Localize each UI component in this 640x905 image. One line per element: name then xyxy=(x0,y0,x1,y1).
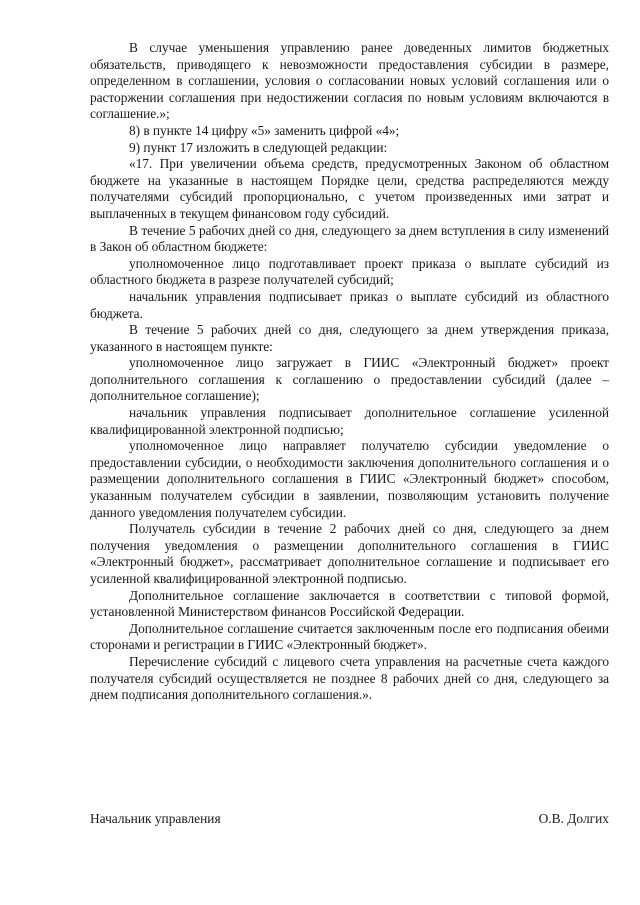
document-body xyxy=(90,40,609,704)
paragraph-order-draft: уполномоченное лицо подготавливает проект приказа о выплате субсидий из областного бюджета в разрезе получателей субсидий; xyxy=(90,255,609,288)
paragraph-notification: уполномоченное лицо направляет получателю субсидии уведомление о предоставлении субсидии, о необходимости заключения дополнительного соглашения и о размещении дополнительного соглашения в ГИИС «Электронный бюджет» способом, указанным получателем субсидии в заявлении, позволяющим установить получение данного уведомления получателем субсидии. xyxy=(90,438,609,520)
paragraph-5-days-order: В течение 5 рабочих дней со дня, следующего за днем утверждения приказа, указанного в настоящем пункте: xyxy=(90,322,609,354)
paragraph-budget-limits: В случае уменьшения управлению ранее доведенных лимитов бюджетных обязательств, приводящего к невозможности предоставления субсидии в размере, определенном в соглашении, условия о согласовании новых условий соглашения или о расторжении соглашения при недостижении согласия по новым условиям включаются в соглашение.»; xyxy=(90,40,609,122)
paragraph-item-9: 9) пункт 17 изложить в следующей редакции: xyxy=(129,139,388,155)
paragraph-standard-form: Дополнительное соглашение заключается в соответствии с типовой формой, установленной Министерством финансов Российской Федерации. xyxy=(90,587,609,620)
paragraph-clause-17: «17. При увеличении объема средств, предусмотренных Законом об областном бюджете на указанные в настоящем Порядке цели, средства распределяются между получателями субсидий пропорционально, с учетом произведенных ими затрат и выплаченных в текущем финансовом году субсидий. xyxy=(90,156,609,221)
signature-position: Начальник управления xyxy=(90,811,221,826)
paragraph-agreement-sign: начальник управления подписывает дополнительное соглашение усиленной квалифицированной электронной подписью; xyxy=(90,405,609,437)
paragraph-concluded: Дополнительное соглашение считается заключенным после его подписания обеими сторонами и регистрации в ГИИС «Электронный бюджет». xyxy=(90,620,609,653)
signature-name: О.В. Долгих xyxy=(538,811,609,826)
paragraph-5-days-law: В течение 5 рабочих дней со дня, следующего за днем вступления в силу изменений в Закон об областном бюджете: xyxy=(90,222,609,255)
signature-block xyxy=(90,811,609,828)
paragraph-order-sign: начальник управления подписывает приказ о выплате субсидий из областного бюджета. xyxy=(90,288,609,321)
paragraph-item-8: 8) в пункте 14 цифру «5» заменить цифрой «4»; xyxy=(129,122,400,138)
paragraph-giis-upload: уполномоченное лицо загружает в ГИИС «Электронный бюджет» проект дополнительного соглашения к соглашению о предоставлении субсидий (далее – дополнительное соглашение); xyxy=(90,355,609,404)
paragraph-transfer: Перечисление субсидий с лицевого счета управления на расчетные счета каждого получателя субсидий осуществляется не позднее 8 рабочих дней со дня, следующего за днем подписания дополнительного соглашения.». xyxy=(90,653,609,703)
paragraph-recipient-review: Получатель субсидии в течение 2 рабочих дней со дня, следующего за днем получения уведомления о размещении дополнительного соглашения в ГИИС «Электронный бюджет», рассматривает дополнительное соглашение и подписывает его усиленной квалифицированной электронной подписью. xyxy=(90,521,609,586)
